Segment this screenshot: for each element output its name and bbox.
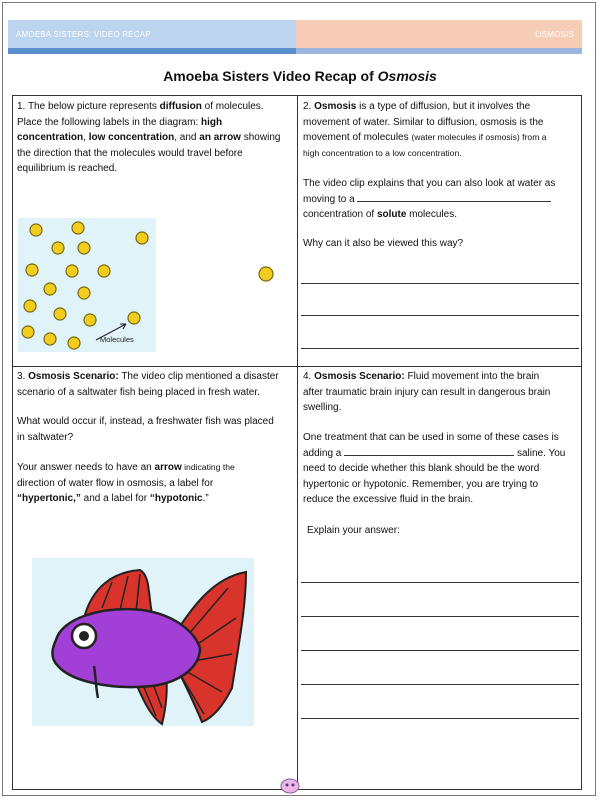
q2-paragraph-2: The video clip explains that you can also look at water as moving to a concentration of solute molecules.	[303, 178, 556, 220]
q2-answer-line[interactable]	[301, 348, 579, 349]
fish-pupil	[79, 631, 89, 641]
fish-illustration-box	[32, 558, 254, 726]
diffusion-diagram	[18, 218, 156, 352]
header-right-underline	[296, 48, 582, 54]
q4-paragraph-2: One treatment that can be used in some of these cases is adding a saline. You need to decide whether this blank should be the word hypertonic or hypotonic. Remember, you are trying to reduce the excessive fluid in the brain.	[303, 432, 566, 505]
q2-text: 2. Osmosis is a type of diffusion, but it involves the movement of water. Similar to diffusion, osmosis is the movement of molecules (water molecules if osmosis) from a high concentration to a low concentration.	[303, 101, 547, 158]
q3-paragraph-3: Your answer needs to have an arrow indicating the direction of water flow in osmosis, a label for “hypertonic,” and a label for “hypotonic.”	[17, 462, 235, 504]
header-right-label: OSMOSIS	[535, 29, 574, 39]
q4-answer-line[interactable]	[301, 684, 579, 685]
header-left-underline	[8, 48, 296, 54]
molecule-dot	[128, 312, 140, 324]
title-italic: Osmosis	[377, 68, 437, 84]
q4-explain-label: Explain your answer:	[307, 525, 400, 536]
molecule-dot	[72, 222, 84, 234]
q4-blank-line	[344, 455, 514, 456]
molecule-dot	[44, 333, 56, 345]
molecule-dot	[98, 265, 110, 277]
molecule-dot	[78, 287, 90, 299]
molecules-svg	[18, 218, 156, 352]
lone-molecule	[256, 264, 276, 284]
q3-text: 3. Osmosis Scenario: The video clip mentioned a disaster scenario of a saltwater fish being placed in fresh water.	[17, 371, 279, 398]
header-left-band	[8, 20, 296, 48]
q2-question: Why can it also be viewed this way?	[303, 238, 464, 249]
header-left-label: AMOEBA SISTERS: VIDEO RECAP	[16, 29, 151, 39]
molecule-dot	[22, 326, 34, 338]
fish-svg	[32, 558, 254, 726]
molecule-dot	[24, 300, 36, 312]
molecule-dot	[26, 264, 38, 276]
q4-answer-line[interactable]	[301, 718, 579, 719]
header-right-band	[296, 20, 582, 48]
molecule-dot	[54, 308, 66, 320]
molecule-dot	[66, 265, 78, 277]
molecule-dot	[78, 242, 90, 254]
molecule-dot	[84, 314, 96, 326]
q2-blank-line	[357, 201, 551, 202]
fish-body	[53, 609, 201, 687]
molecule-dot	[136, 232, 148, 244]
q4-text: 4. Osmosis Scenario: Fluid movement into the brain after traumatic brain injury can result in dangerous brain swelling.	[303, 371, 551, 413]
molecule-dot	[68, 337, 80, 349]
page-title	[0, 68, 600, 84]
title-main: Amoeba Sisters Video Recap of	[163, 68, 374, 84]
amoeba-sisters-logo-icon	[280, 778, 300, 794]
molecule-dot	[52, 242, 64, 254]
q2-answer-line[interactable]	[301, 315, 579, 316]
q4-answer-line[interactable]	[301, 582, 579, 583]
grid-horizontal-divider	[12, 366, 582, 367]
molecule-dot	[30, 224, 42, 236]
q4-answer-line[interactable]	[301, 650, 579, 651]
molecules-label: Molecules	[100, 335, 134, 344]
q2-answer-line[interactable]	[301, 283, 579, 284]
molecule-dot	[44, 283, 56, 295]
q4-answer-line[interactable]	[301, 616, 579, 617]
q1-text: 1. The below picture represents diffusion of molecules. Place the following labels in the diagram: high concentration, low concentration, and an arrow showing the direction that the molecules would travel before equilibrium is reached.	[17, 101, 281, 174]
grid-vertical-divider	[297, 95, 298, 790]
q3-paragraph-2: What would occur if, instead, a freshwater fish was placed in saltwater?	[17, 416, 274, 443]
